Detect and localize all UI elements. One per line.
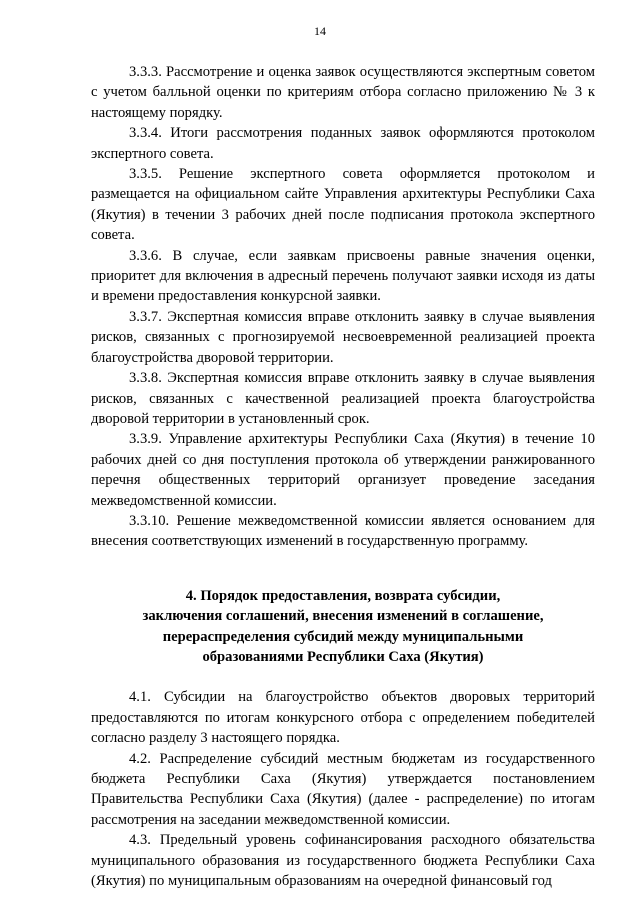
paragraph-3-3-6: 3.3.6. В случае, если заявкам присвоены равные значения оценки, приоритет для включения в адресный перечень получают заявки исходя из даты и времени предоставления конкурсной заявки. — [91, 247, 595, 305]
paragraph-3-3-8: 3.3.8. Экспертная комиссия вправе отклонить заявку в случае выявления рисков, связанных с качественной реализацией проекта благоустройства дворовой территории в установленный срок. — [91, 370, 595, 427]
paragraph-3-3-5: 3.3.5. Решение экспертного совета оформляется протоколом и размещается на официальном сайте Управления архитектуры Республики Саха (Якутия) в течении 3 рабочих дней после подписания протокола экспертного совета. — [91, 166, 595, 244]
section-heading-line: образованиями Республики Саха (Якутия) — [202, 648, 484, 665]
paragraph-3-3-4: 3.3.4. Итоги рассмотрения поданных заявок оформляются протоколом экспертного совета. — [91, 125, 595, 162]
section-heading-line: перераспределения субсидий между муниципальными — [162, 628, 524, 645]
page-number: 14 — [314, 24, 326, 38]
paragraph-3-3-10: 3.3.10. Решение межведомственной комиссии является основанием для внесения соответствующих изменений в государственную программу. — [91, 512, 595, 550]
section-4-heading — [91, 586, 595, 668]
paragraph-3-3-3: 3.3.3. Рассмотрение и оценка заявок осуществляются экспертным советом с учетом балльной оценки по критериям отбора согласно приложению № 3 к настоящему порядку. — [91, 64, 595, 121]
paragraph-4-2: 4.2. Распределение субсидий местным бюджетам из государственного бюджета Республики Саха (Якутия) утверждается постановлением Правительства Республики Саха (Якутия) (далее - распределение) по итогам рассмотрения на заседании межведомственной комиссии. — [91, 750, 595, 828]
paragraph-4-1: 4.1. Субсидии на благоустройство объектов дворовых территорий предоставляются по итогам конкурсного отбора с определением победителей согласно разделу 3 настоящего порядка. — [91, 689, 595, 747]
section-heading-line: 4. Порядок предоставления, возврата субсидии, — [185, 587, 501, 604]
document-body — [91, 62, 595, 891]
paragraph-3-3-9: 3.3.9. Управление архитектуры Республики Саха (Якутия) в течение 10 рабочих дней со дня поступления протокола об утверждении ранжированного перечня общественных территорий организует проведение заседания межведомственной комиссии. — [91, 431, 595, 509]
paragraph-3-3-7: 3.3.7. Экспертная комиссия вправе отклонить заявку в случае выявления рисков, связанных с прогнозируемой несвоевременной реализацией проекта благоустройства дворовой территории. — [91, 308, 595, 366]
paragraph-4-3: 4.3. Предельный уровень софинансирования расходного обязательства муниципального образования из государственного бюджета Республики Саха (Якутия) по муниципальным образованиям на очередной финансовый год — [91, 832, 595, 890]
section-heading-line: заключения соглашений, внесения изменений в соглашение, — [142, 608, 544, 625]
